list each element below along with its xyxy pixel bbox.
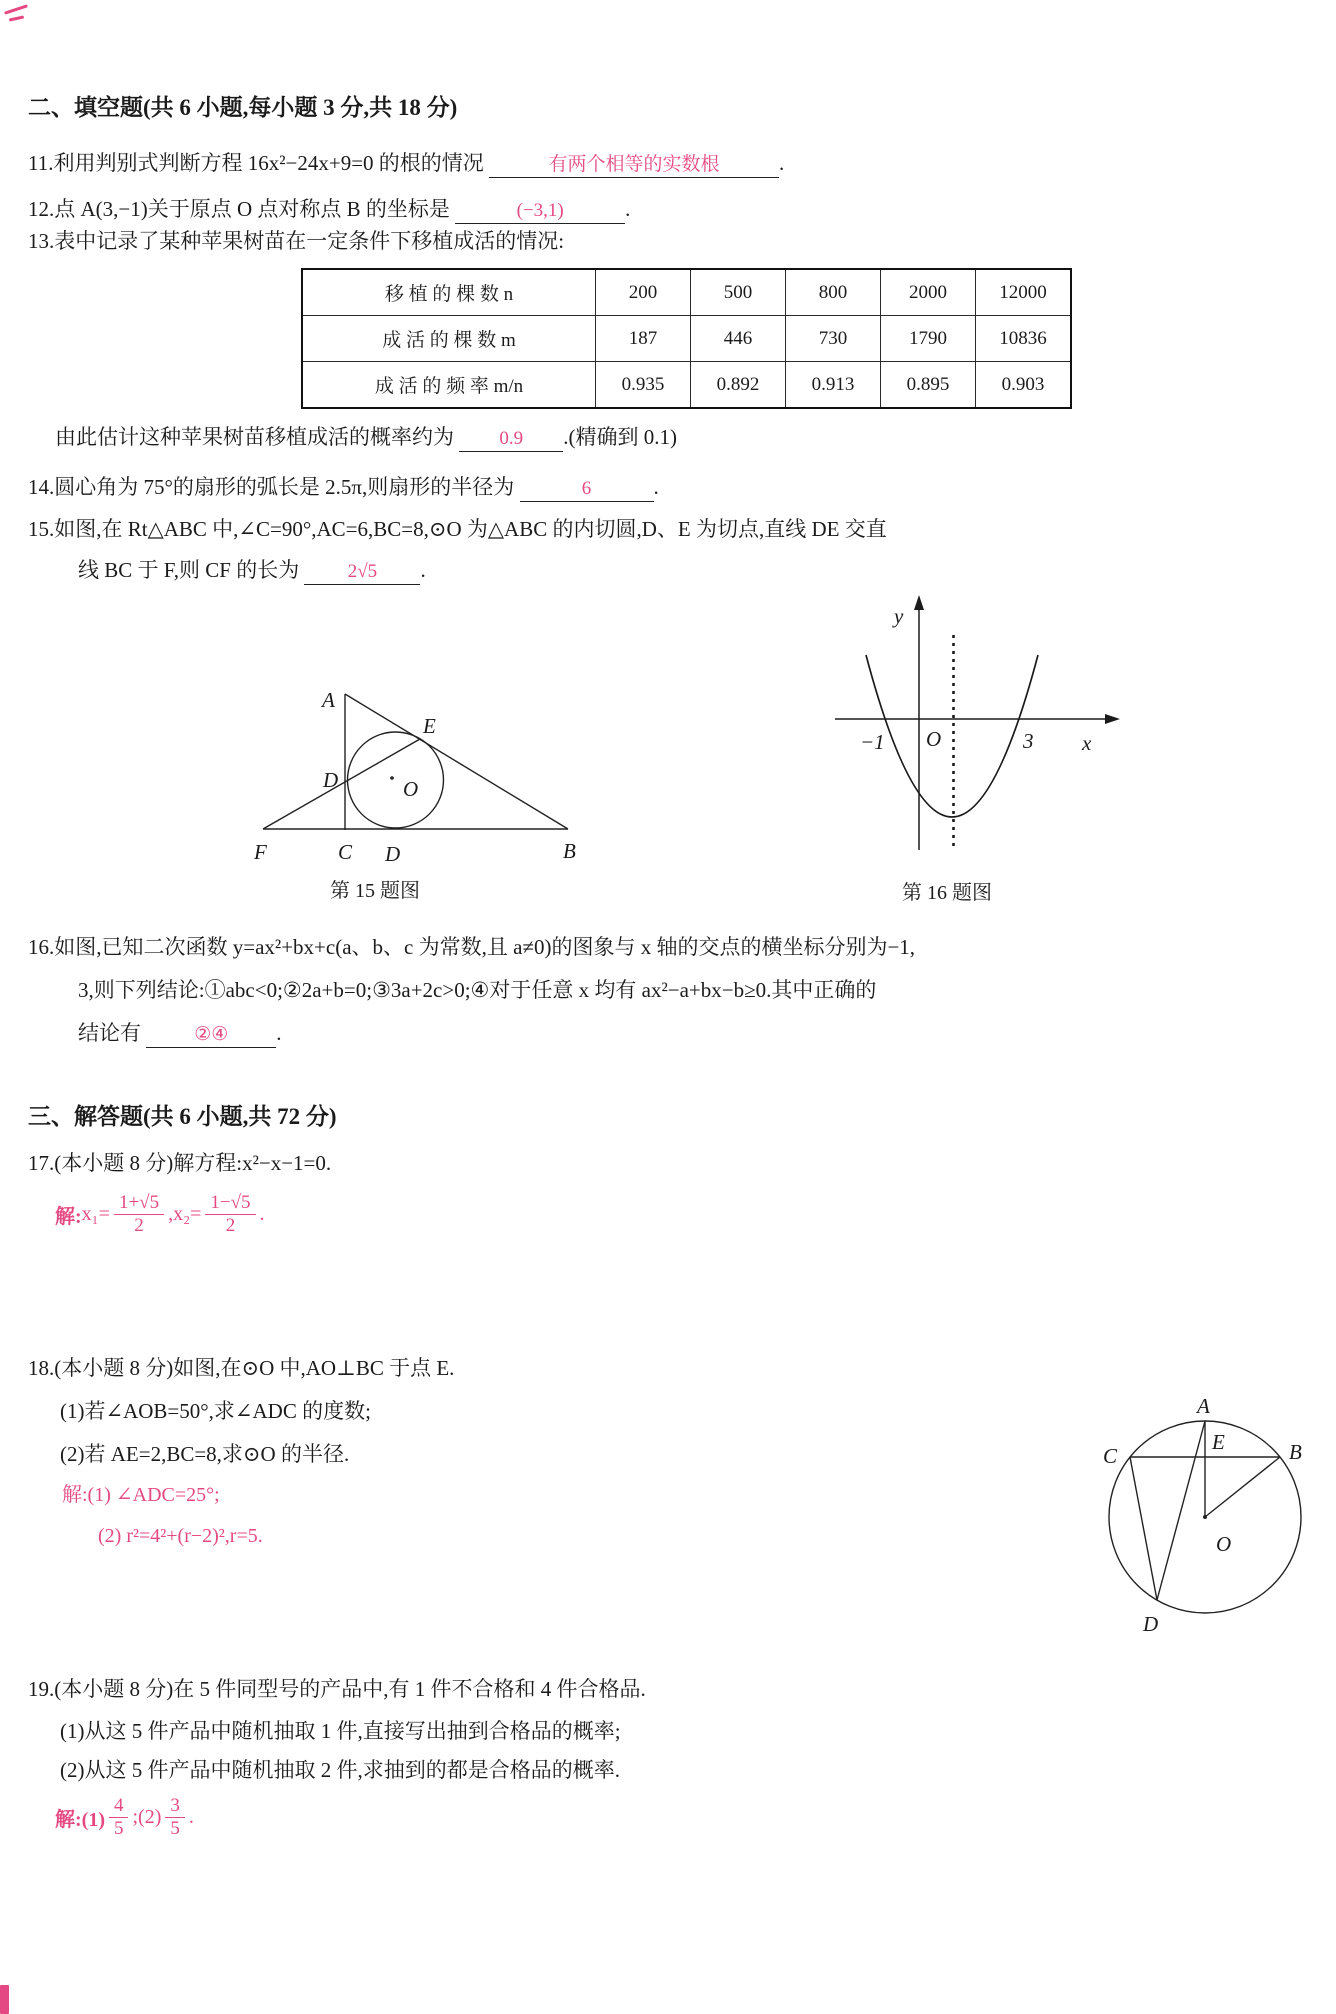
table-cell: 187 <box>596 316 691 362</box>
solution-19 <box>55 1795 194 1840</box>
figure-15-triangle-incircle <box>220 650 620 885</box>
question-13-intro: 13.表中记录了某种苹果树苗在一定条件下移植成活的情况: <box>28 229 565 253</box>
question-15-line1: 15.如图,在 Rt△ABC 中,∠C=90°,AC=6,BC=8,⊙O 为△ABC 的内切圆,D、E 为切点,直线 DE 交直 <box>28 517 887 541</box>
fraction-numerator: 1+√5 <box>118 1192 160 1213</box>
sol17-fraction-1 <box>114 1192 164 1237</box>
question-15-line2 <box>78 557 426 585</box>
table-row-n <box>302 269 1071 316</box>
ink-mark-top-left <box>4 4 28 14</box>
figure-16-parabola <box>820 585 1150 885</box>
question-13-conclusion <box>55 424 677 452</box>
solution-18-line2: (2) r²=4²+(r−2)²,r=5. <box>98 1525 263 1547</box>
q16-text: 结论有 <box>78 1021 141 1045</box>
fraction-denominator: 5 <box>165 1817 185 1840</box>
table-cell: 0.913 <box>786 362 881 409</box>
fig16-label-x: x <box>1082 731 1092 755</box>
sol19-end: . <box>188 1805 194 1828</box>
table-cell: 12000 <box>976 269 1072 316</box>
q14-answer: 6 <box>581 478 592 499</box>
table-cell: 0.935 <box>596 362 691 409</box>
solution-18-line1: 解:(1) ∠ADC=25°; <box>62 1484 220 1506</box>
table-cell: 1790 <box>881 316 976 362</box>
fig15-label-d-side: D <box>323 768 339 792</box>
q15-answer-blank <box>304 562 420 585</box>
section2-header: 二、填空题(共 6 小题,每小题 3 分,共 18 分) <box>28 95 458 120</box>
table-cell: 800 <box>786 269 881 316</box>
row-label: 移 植 的 棵 数 n <box>302 269 596 316</box>
table-cell: 730 <box>786 316 881 362</box>
fig18-label-a: A <box>1197 1394 1210 1418</box>
question-11 <box>28 150 784 178</box>
q15-period: . <box>420 558 426 582</box>
section3-header: 三、解答题(共 6 小题,共 72 分) <box>28 1104 337 1129</box>
fig15-label-a: A <box>322 688 335 712</box>
sol19-fraction-2 <box>165 1795 185 1840</box>
table-cell: 10836 <box>976 316 1072 362</box>
fraction-numerator: 4 <box>113 1795 124 1816</box>
figure-18-circle <box>1085 1385 1335 1640</box>
table-cell: 200 <box>596 269 691 316</box>
q12-period: . <box>625 197 631 221</box>
question-19-line1: 19.(本小题 8 分)在 5 件同型号的产品中,有 1 件不合格和 4 件合格品. <box>28 1677 646 1701</box>
q14-text: 14.圆心角为 75°的扇形的弧长是 2.5π,则扇形的半径为 <box>28 475 515 499</box>
q14-answer-blank <box>520 479 654 502</box>
q16-answer-blank <box>146 1025 276 1048</box>
q12-text: 12.点 A(3,−1)关于原点 O 点对称点 B 的坐标是 <box>28 197 450 221</box>
survival-table <box>301 268 1072 409</box>
fig15-label-b: B <box>563 839 576 863</box>
question-12 <box>28 196 630 224</box>
fig16-tick-neg1: −1 <box>860 730 885 754</box>
table-row-m <box>302 316 1071 362</box>
sol17-end: . <box>259 1202 265 1225</box>
solution-17 <box>55 1192 265 1237</box>
sol19-fraction-1 <box>109 1795 129 1840</box>
table-cell: 0.903 <box>976 362 1072 409</box>
fraction-numerator: 1−√5 <box>210 1192 251 1213</box>
q13-conclusion-post: .(精确到 0.1) <box>563 425 677 449</box>
q11-period: . <box>779 151 785 175</box>
q11-answer: 有两个相等的实数根 <box>548 154 720 175</box>
sol17-separator: , <box>168 1202 174 1225</box>
q13-answer: 0.9 <box>499 428 524 449</box>
question-17: 17.(本小题 8 分)解方程:x²−x−1=0. <box>28 1151 332 1175</box>
q13-conclusion-text: 由此估计这种苹果树苗移植成活的概率约为 <box>55 425 454 449</box>
incircle-center-dot <box>390 776 394 780</box>
q16-period: . <box>276 1021 282 1045</box>
question-14 <box>28 474 659 502</box>
y-axis-arrow <box>914 595 924 610</box>
question-19-sub2: (2)从这 5 件产品中随机抽取 2 件,求抽到的都是合格品的概率. <box>60 1758 620 1782</box>
sol17-x1: x₁= <box>81 1202 110 1225</box>
sol19-prefix: 解:(1) <box>55 1808 105 1831</box>
table-cell: 446 <box>691 316 786 362</box>
q13-answer-blank <box>459 429 563 452</box>
table-cell: 0.892 <box>691 362 786 409</box>
question-16-line3 <box>78 1020 282 1048</box>
sol19-mid: ;(2) <box>132 1805 162 1828</box>
circle-center-dot <box>1203 1515 1207 1519</box>
question-18-line1: 18.(本小题 8 分)如图,在⊙O 中,AO⊥BC 于点 E. <box>28 1356 455 1380</box>
fraction-denominator: 5 <box>109 1817 129 1840</box>
q12-answer-blank <box>455 201 625 224</box>
fig18-label-b: B <box>1289 1440 1302 1464</box>
sol17-jie: 解: <box>55 1205 82 1228</box>
fig16-tick-3: 3 <box>1023 729 1034 753</box>
q16-answer: ②④ <box>194 1024 229 1045</box>
fig18-label-o: O <box>1216 1532 1232 1556</box>
question-18-sub1: (1)若∠AOB=50°,求∠ADC 的度数; <box>60 1399 371 1423</box>
q12-answer: (−3,1) <box>516 200 564 221</box>
fig18-label-d: D <box>1143 1612 1159 1636</box>
question-18-sub2: (2)若 AE=2,BC=8,求⊙O 的半径. <box>60 1442 350 1466</box>
parabola-curve <box>866 655 1038 817</box>
table-cell: 0.895 <box>881 362 976 409</box>
q14-period: . <box>653 475 659 499</box>
sol17-fraction-2 <box>205 1192 255 1237</box>
fig18-label-c: C <box>1103 1444 1118 1468</box>
table-row-freq <box>302 362 1071 409</box>
fraction-denominator: 2 <box>114 1214 164 1237</box>
fig16-label-y: y <box>894 604 904 628</box>
table-cell: 500 <box>691 269 786 316</box>
fig15-label-e: E <box>423 714 436 738</box>
q11-answer-blank <box>489 155 779 178</box>
figure-16-caption: 第 16 题图 <box>902 882 992 904</box>
question-16-line1: 16.如图,已知二次函数 y=ax²+bx+c(a、b、c 为常数,且 a≠0)的图象与 x 轴的交点的横坐标分别为−1, <box>28 935 916 959</box>
fig15-label-c: C <box>338 840 353 864</box>
fig15-label-d-bottom: D <box>385 842 401 866</box>
row-label: 成 活 的 频 率 m/n <box>302 362 596 409</box>
question-19-sub1: (1)从这 5 件产品中随机抽取 1 件,直接写出抽到合格品的概率; <box>60 1719 621 1743</box>
ink-mark-top-left-2 <box>9 15 24 21</box>
fig18-label-e: E <box>1212 1430 1225 1454</box>
question-16-line2: 3,则下列结论:①abc<0;②2a+b=0;③3a+2c>0;④对于任意 x 均有 ax²−a+bx−b≥0.其中正确的 <box>78 978 877 1002</box>
row-label: 成 活 的 棵 数 m <box>302 316 596 362</box>
q15-answer: 2√5 <box>347 561 378 582</box>
fraction-numerator: 3 <box>170 1795 180 1816</box>
fig16-label-o: O <box>926 727 942 751</box>
x-axis-arrow <box>1105 714 1120 724</box>
fraction-denominator: 2 <box>205 1214 255 1237</box>
ink-mark-bottom-left <box>0 1985 9 2014</box>
q15-text: 线 BC 于 F,则 CF 的长为 <box>78 558 300 582</box>
q11-text: 11.利用判别式判断方程 16x²−24x+9=0 的根的情况 <box>28 151 484 175</box>
sol17-x2: x₂= <box>173 1202 202 1225</box>
figure-15-caption: 第 15 题图 <box>330 880 420 902</box>
fig15-label-f: F <box>254 840 267 864</box>
fig15-label-o: O <box>403 777 419 801</box>
table-cell: 2000 <box>881 269 976 316</box>
